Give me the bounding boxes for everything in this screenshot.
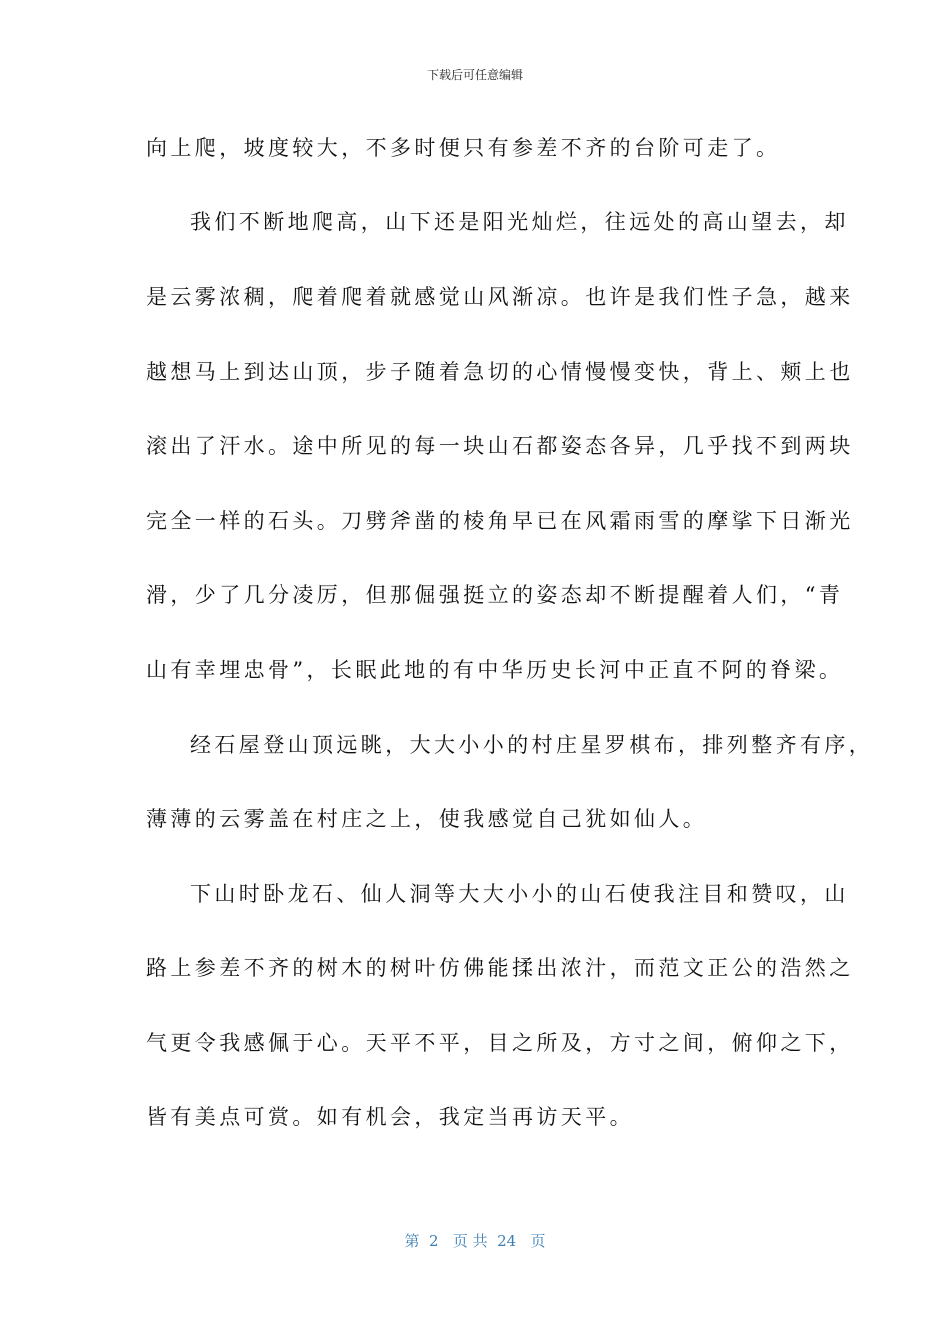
- text-line: 山有幸埋忠骨”，长眠此地的有中华历史长河中正直不阿的脊梁。: [146, 658, 844, 682]
- text-line: 是云雾浓稠，爬着爬着就感觉山风渐凉。也许是我们性子急，越来: [146, 285, 854, 309]
- text-line: 完全一样的石头。刀劈斧凿的棱角早已在风霜雨雪的摩挲下日渐光: [146, 509, 854, 533]
- page-number-footer: 第 2 页 共 24 页: [404, 1232, 546, 1250]
- text-line: 向上爬，坡度较大，不多时便只有参差不齐的台阶可走了。: [146, 136, 781, 160]
- text-line: 路上参差不齐的树木的树叶仿佛能揉出浓汁，而范文正公的浩然之: [146, 956, 854, 980]
- text-line: 下山时卧龙石、仙人洞等大大小小的山石使我注目和赞叹，山: [190, 882, 849, 906]
- text-line: 薄薄的云雾盖在村庄之上，使我感觉自己犹如仙人。: [146, 807, 708, 831]
- page-header: 下载后可任意编辑: [426, 68, 523, 82]
- text-line: 越想马上到达山顶，步子随着急切的心情慢慢变快，背上、颊上也: [146, 360, 854, 384]
- text-line: 皆有美点可赏。如有机会，我定当再访天平。: [146, 1105, 634, 1129]
- text-line: 气更令我感佩于心。天平不平，目之所及，方寸之间，俯仰之下，: [146, 1031, 854, 1055]
- text-line: 滚出了汗水。途中所见的每一块山石都姿态各异，几乎找不到两块: [146, 434, 854, 458]
- text-line: 滑，少了几分凌厉，但那倔强挺立的姿态却不断提醒着人们，“青: [146, 583, 844, 607]
- text-line: 经石屋登山顶远眺，大大小小的村庄星罗棋布，排列整齐有序，: [190, 733, 874, 757]
- text-line: 我们不断地爬高，山下还是阳光灿烂，往远处的高山望去，却: [190, 210, 849, 234]
